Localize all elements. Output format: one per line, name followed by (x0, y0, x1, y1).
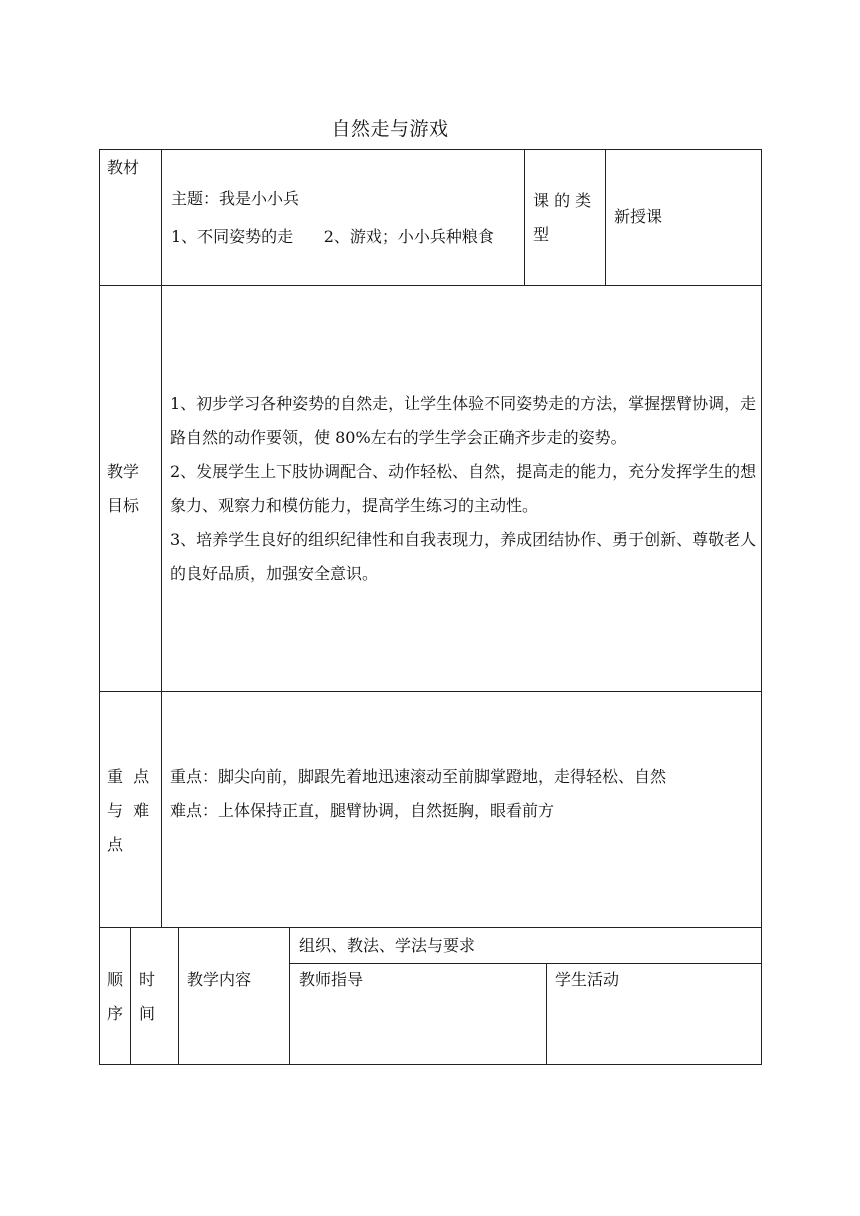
student-activity-header: 学生活动 (555, 970, 620, 989)
row-divider (99, 927, 762, 928)
topic-text: 主题：我是小小兵 (171, 189, 300, 208)
row-divider (99, 285, 762, 286)
key-point-text: 重点：脚尖向前，脚跟先着地迅速滚动至前脚掌蹬地，走得轻松、自然 (170, 767, 667, 786)
teacher-guidance-header: 教师指导 (299, 970, 364, 989)
column-divider (605, 149, 606, 285)
order-header: 序 (107, 1004, 124, 1023)
key-points-label: 重 点 (107, 767, 150, 786)
column-divider (130, 927, 131, 1065)
column-divider (289, 927, 290, 1065)
column-divider (546, 963, 547, 1065)
organization-header: 组织、教法、学法与要求 (299, 936, 476, 955)
time-header: 间 (139, 1004, 156, 1023)
material-label: 教材 (107, 158, 140, 177)
goal-item: 1、初步学习各种姿势的自然走，让学生体验不同姿势走的方法，掌握摆臂协调，走路自然的动作要领，使 80%左右的学生学会正确齐步走的姿势。 (170, 394, 757, 447)
lesson-type-label: 课 的 类 (533, 191, 592, 210)
goals-label: 教学 (107, 462, 140, 481)
column-divider (178, 927, 179, 1065)
key-points-label: 与 难 (107, 801, 150, 820)
content-header: 教学内容 (187, 970, 252, 989)
material-items-text: 1、不同姿势的走 2、游戏；小小兵种粮食 (171, 227, 494, 246)
lesson-type-value: 新授课 (614, 207, 663, 226)
goal-item: 3、培养学生良好的组织纪律性和自我表现力，养成团结协作、勇于创新、尊敬老人的良好品质，加强安全意识。 (170, 530, 757, 583)
page-title: 自然走与游戏 (331, 118, 449, 140)
time-header: 时 (139, 970, 156, 989)
goals-label: 目标 (107, 496, 140, 515)
key-points-label: 点 (107, 835, 124, 854)
difficulty-text: 难点：上体保持正直，腿臂协调，自然挺胸，眼看前方 (170, 801, 555, 820)
column-divider (161, 149, 162, 927)
goal-item: 2、发展学生上下肢协调配合、动作轻松、自然，提高走的能力，充分发挥学生的想象力、观察力和模仿能力，提高学生练习的主动性。 (170, 462, 757, 515)
column-divider (524, 149, 525, 285)
order-header: 顺 (107, 970, 124, 989)
lesson-type-label: 型 (533, 225, 550, 244)
row-divider (99, 691, 762, 692)
